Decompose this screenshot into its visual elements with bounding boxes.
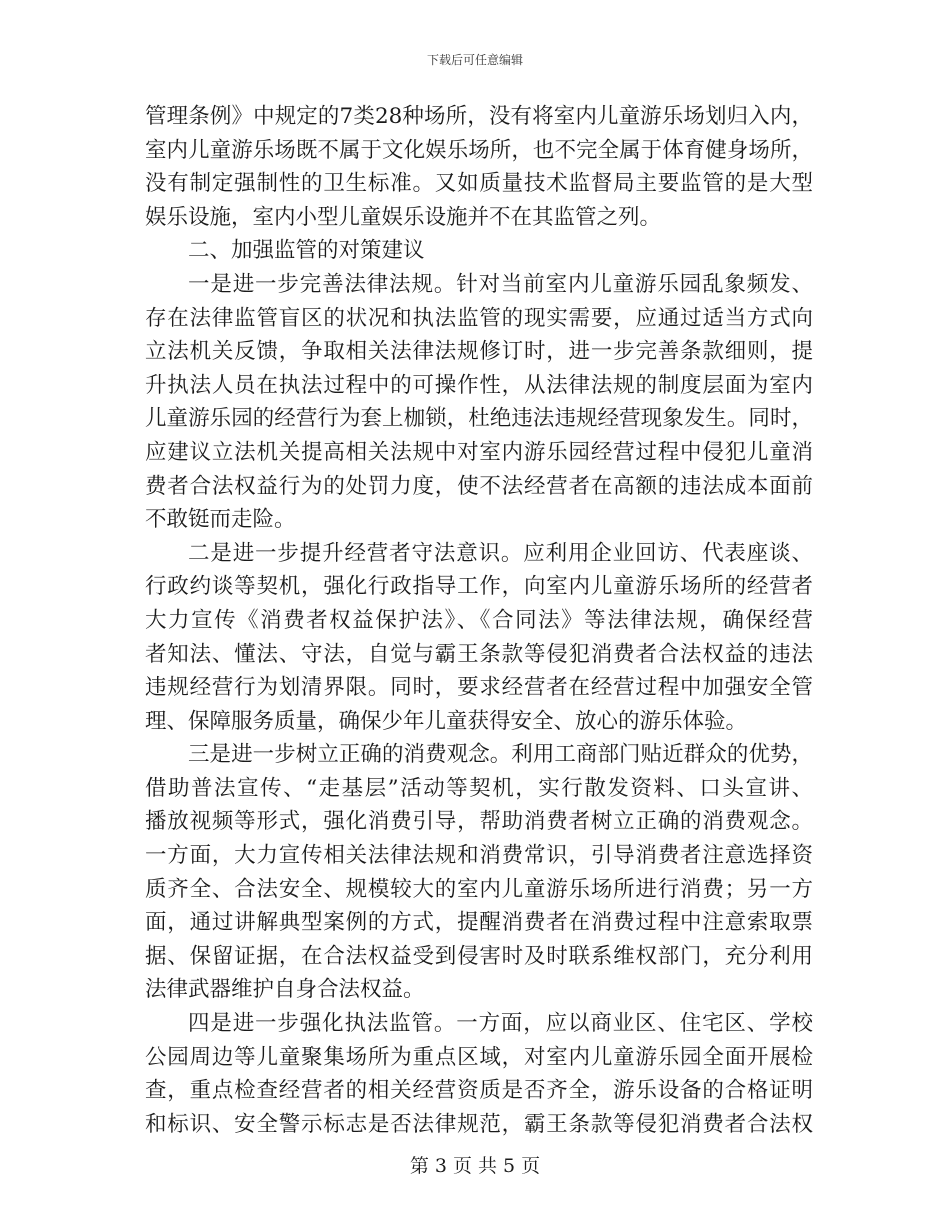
text-line: 理、保障服务质量，确保少年儿童获得安全、放心的游乐体验。 [145,708,748,734]
page-header: 下载后可任意编辑 [426,53,523,67]
text-line: 四是进一步强化执法监管。一方面，应以商业区、住宅区、学校 [188,1011,813,1037]
text-line: 大力宣传《消费者权益保护法》、《合同法》等法律法规，确保经营 [145,607,813,633]
text-line: 三是进一步树立正确的消费观念。利用工商部门贴近群众的优势， [188,742,813,768]
text-line: 二、加强监管的对策建议 [188,238,425,264]
text-line: 面，通过讲解典型案例的方式，提醒消费者在消费过程中注意索取票 [145,910,813,936]
text-line: 行政约谈等契机，强化行政指导工作，向室内儿童游乐场所的经营者 [145,574,813,600]
page-footer: 第 3 页 共 5 页 [409,1155,541,1177]
text-line: 公园周边等儿童聚集场所为重点区域，对室内儿童游乐园全面开展检 [145,1044,813,1070]
text-line: 存在法律监管盲区的状况和执法监管的现实需要，应通过适当方式向 [145,305,813,331]
text-line: 应建议立法机关提高相关法规中对室内游乐园经营过程中侵犯儿童消 [145,439,813,465]
document-body [145,100,813,1141]
text-line: 违规经营行为划清界限。同时，要求经营者在经营过程中加强安全管 [145,675,813,701]
text-line: 管理条例》中规定的7类28种场所，没有将室内儿童游乐场划归入内， [145,104,813,129]
text-line: 升执法人员在执法过程中的可操作性，从法律法规的制度层面为室内 [145,372,813,398]
text-line: 二是进一步提升经营者守法意识。应利用企业回访、代表座谈、 [188,540,813,566]
text-line: 儿童游乐园的经营行为套上枷锁，杜绝违法违规经营现象发生。同时， [145,406,813,432]
text-line: 娱乐设施，室内小型儿童娱乐设施并不在其监管之列。 [145,204,662,230]
text-line: 法律武器维护自身合法权益。 [145,977,425,1003]
text-line: 借助普法宣传、“走基层”活动等契机，实行散发资料、口头宣讲、 [145,775,813,801]
text-line: 立法机关反馈，争取相关法律法规修订时，进一步完善条款细则，提 [145,339,813,365]
text-line: 不敢铤而走险。 [145,507,296,533]
text-line: 据、保留证据，在合法权益受到侵害时及时联系维权部门，充分利用 [145,943,813,969]
text-line: 查，重点检查经营者的相关经营资质是否齐全，游乐设备的合格证明 [145,1078,813,1104]
text-line: 和标识、安全警示标志是否法律规范，霸王条款等侵犯消费者合法权 [145,1111,813,1137]
text-line: 一方面，大力宣传相关法律法规和消费常识，引导消费者注意选择资 [145,843,813,869]
text-line: 一是进一步完善法律法规。针对当前室内儿童游乐园乱象频发、 [188,271,813,297]
text-line: 室内儿童游乐场既不属于文化娱乐场所，也不完全属于体育健身场所， [145,137,813,163]
text-line: 者知法、懂法、守法，自觉与霸王条款等侵犯消费者合法权益的违法 [145,641,813,667]
text-line: 播放视频等形式，强化消费引导，帮助消费者树立正确的消费观念。 [145,809,813,835]
text-line: 费者合法权益行为的处罚力度，使不法经营者在高额的违法成本面前 [145,473,813,499]
text-line: 质齐全、合法安全、规模较大的室内儿童游乐场所进行消费；另一方 [145,876,813,902]
text-line: 没有制定强制性的卫生标准。又如质量技术监督局主要监管的是大型 [145,171,813,197]
